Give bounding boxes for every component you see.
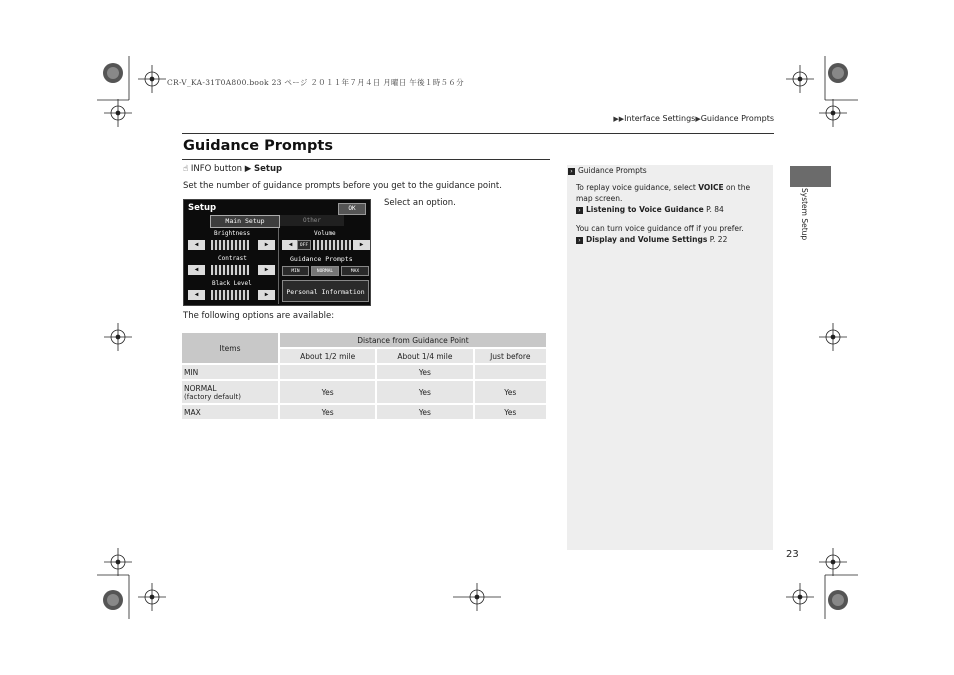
table-cell: Yes — [377, 365, 472, 379]
xref-page: P. 84 — [706, 205, 724, 214]
row-item — [182, 365, 278, 379]
voice-keyword: VOICE — [698, 183, 724, 192]
intro-text: Set the number of guidance prompts before you get to the guidance point. — [183, 181, 502, 191]
column-header: About 1/4 mile — [377, 349, 472, 363]
left-arrow-icon: ◀ — [188, 265, 205, 275]
sidebar-paragraph-1 — [576, 182, 766, 204]
volume-off-button: OFF — [297, 240, 311, 250]
black-level-meter — [211, 290, 249, 300]
setup-screen-image — [183, 199, 371, 306]
table-row — [182, 381, 546, 403]
xref-display-volume-settings[interactable] — [576, 235, 727, 244]
table-row — [182, 405, 546, 419]
path-arrow-icon: ▶ — [244, 164, 252, 174]
path-end: Setup — [254, 164, 283, 174]
table-cell: Yes — [377, 381, 472, 403]
screen-ok-button: OK — [338, 203, 366, 215]
item-name: MAX — [184, 407, 201, 417]
xref-page: P. 22 — [709, 235, 728, 244]
sidebar-title — [568, 166, 647, 175]
select-option-text: Select an option. — [384, 198, 456, 208]
volume-meter — [313, 240, 351, 250]
table-cell: Yes — [475, 405, 546, 419]
left-arrow-icon: ◀ — [188, 240, 205, 250]
options-intro: The following options are available: — [183, 311, 335, 321]
navigation-path — [183, 164, 282, 174]
table-cell: Yes — [280, 405, 375, 419]
row-item — [182, 381, 278, 403]
brightness-meter — [211, 240, 249, 250]
left-arrow-icon: ◀ — [282, 240, 299, 250]
para1-text: To replay voice guidance, select — [576, 183, 699, 192]
section-tab-label: System Setup — [800, 188, 809, 241]
breadcrumb-arrow-icon: ▶▶ — [613, 115, 625, 123]
right-arrow-icon: ▶ — [258, 290, 275, 300]
screen-divider — [278, 228, 279, 304]
print-header: CR-V_KA-31T0A800.book 23 ページ ２０１１年７月４日 月曜日 午後１時５６分 — [167, 78, 464, 87]
note-icon: › — [568, 168, 575, 175]
screen-label-guidance-prompts: Guidance Prompts — [290, 255, 353, 263]
right-arrow-icon: ▶ — [258, 265, 275, 275]
left-arrow-icon: ◀ — [188, 290, 205, 300]
distance-header: Distance from Guidance Point — [280, 333, 546, 347]
screen-label-contrast: Contrast — [218, 255, 247, 262]
table-cell — [475, 365, 546, 379]
para1-text-end: on the map screen. — [576, 183, 751, 203]
xref-listening-voice-guidance[interactable] — [576, 205, 724, 214]
screen-tab-other: Other — [280, 215, 344, 226]
option-max-button: MAX — [341, 266, 369, 276]
breadcrumb-section: Interface Settings — [624, 114, 696, 123]
table-cell — [280, 365, 375, 379]
breadcrumb-page: Guidance Prompts — [700, 114, 774, 123]
sidebar-title-text: Guidance Prompts — [578, 166, 647, 175]
column-header: Just before — [475, 349, 546, 363]
table-cell: Yes — [280, 381, 375, 403]
title-rule — [182, 159, 550, 160]
cross-reference-icon: › — [576, 237, 583, 244]
section-tab — [790, 166, 831, 187]
screen-tab-main-setup: Main Setup — [210, 215, 280, 228]
xref-label: Listening to Voice Guidance — [586, 205, 704, 214]
item-note: (factory default) — [184, 392, 241, 401]
info-button-icon: ☝ — [183, 164, 189, 174]
option-normal-button: NORMAL — [311, 266, 339, 276]
right-arrow-icon: ▶ — [258, 240, 275, 250]
screen-label-volume: Volume — [314, 230, 336, 237]
header-rule — [182, 133, 774, 134]
screen-label-brightness: Brightness — [214, 230, 251, 237]
personal-information-button: Personal Information — [282, 280, 369, 302]
contrast-meter — [211, 265, 249, 275]
option-min-button: MIN — [282, 266, 309, 276]
cross-reference-icon: › — [576, 207, 583, 214]
items-header: Items — [182, 333, 278, 363]
options-table — [180, 331, 548, 421]
table-cell: Yes — [475, 381, 546, 403]
path-start: INFO button — [190, 164, 243, 174]
row-item — [182, 405, 278, 419]
item-name: MIN — [184, 367, 199, 377]
screen-label-black-level: Black Level — [212, 280, 252, 287]
right-arrow-icon: ▶ — [353, 240, 370, 250]
screen-title: Setup — [188, 203, 217, 213]
column-header: About 1/2 mile — [280, 349, 375, 363]
sidebar-paragraph-2: You can turn voice guidance off if you prefer. — [576, 224, 744, 233]
item-name: NORMAL — [184, 383, 217, 393]
page-title: Guidance Prompts — [183, 138, 333, 154]
breadcrumb-arrow-icon: ▶ — [695, 115, 701, 123]
xref-label: Display and Volume Settings — [586, 235, 708, 244]
table-row — [182, 365, 546, 379]
breadcrumb — [613, 114, 774, 123]
table-cell: Yes — [377, 405, 472, 419]
page-number: 23 — [786, 549, 799, 560]
